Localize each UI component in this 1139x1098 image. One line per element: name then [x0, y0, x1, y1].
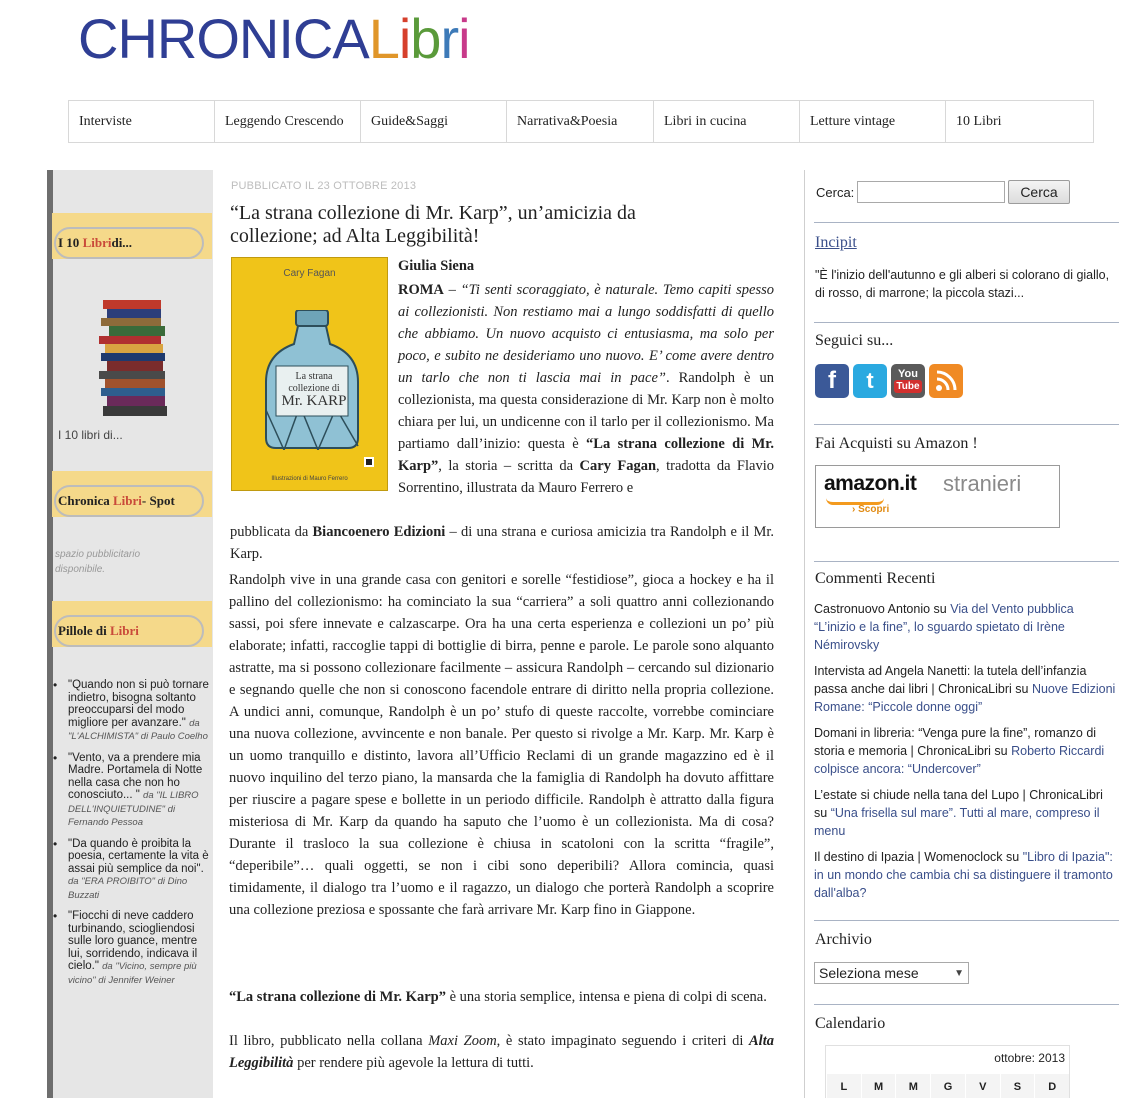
city-label: ROMA [398, 282, 444, 298]
tag-text: I 10 [58, 235, 80, 250]
comment-su: su [1002, 850, 1023, 864]
youtube-text-top: You [898, 368, 918, 380]
alta-leggibilita-bold: Alta Leggibilità [229, 1033, 774, 1071]
amazon-banner[interactable] [815, 465, 1060, 528]
article-paragraph-4 [229, 1030, 774, 1074]
text-span: Il libro, pubblicato nella collana [229, 1033, 429, 1049]
text-span: – di una strana e curiosa amicizia tra Randolph e il Mr. Karp. [230, 524, 774, 562]
nav-interviste[interactable]: Interviste [69, 101, 215, 142]
tag-10-libri [54, 227, 204, 259]
weekday: D [1035, 1074, 1069, 1098]
comment-author[interactable]: Domani in libreria: “Venga pure la fine”, romanzo di storia e memoria | ChronicaLibri [814, 726, 1097, 758]
text-span: , la storia – scritta da [438, 458, 580, 474]
comment-post-link[interactable]: "Libro di Ipazia": in un mondo che cambia chi sa distinguere il tramonto dall'alba? [814, 850, 1113, 900]
comment-author[interactable]: Intervista ad Angela Nanetti: la tutela dell’infanzia passa anche dai libri | ChronicaLibri [814, 664, 1087, 696]
text-span: . Randolph è un collezionista, ma questa considerazione di Mr. Karp non è molto chiara per lui, un undicenne con il tarlo per il collezionismo. Ma partiamo dall’inizio: questa è [398, 370, 775, 452]
text-span: , è stato impaginato seguendo i criteri di [496, 1033, 749, 1049]
cover-illustrator: Illustrazioni di Mauro Ferrero [271, 476, 348, 482]
weekday: M [896, 1074, 930, 1098]
nav-guide-saggi[interactable]: Guide&Saggi [361, 101, 507, 142]
comment-post-link[interactable]: Via del Vento pubblica “L’inizio e la fine”, lo sguardo spietato di Irène Némirovsky [814, 602, 1074, 652]
weekday: L [827, 1074, 861, 1098]
search-label: Cerca: [816, 185, 855, 200]
weekday: V [966, 1074, 1000, 1098]
comment-item [814, 848, 1118, 902]
tag-text: Chronica [58, 493, 110, 508]
rss-icon[interactable] [929, 364, 963, 398]
quotes-list [53, 679, 211, 995]
amazon-stranieri: stranieri [943, 471, 1022, 496]
dash: – [443, 282, 461, 298]
tag-spot [54, 485, 204, 517]
article-title[interactable]: “La strana collezione di Mr. Karp”, un’amicizia da collezione; ad Alta Leggibilità! [230, 202, 636, 247]
divider [814, 1004, 1119, 1005]
archive-title: Archivio [815, 931, 872, 948]
amazon-logo: amazon.it [824, 472, 917, 495]
comment-su: su [1011, 682, 1032, 696]
quote-text: "Da quando è proibita la poesia, certamente la vita è assai più semplice da noi". [68, 837, 209, 875]
cover-author: Cary Fagan [283, 268, 336, 279]
calendar-weekdays [826, 1074, 1069, 1098]
comment-author: Castronuovo Antonio [814, 602, 931, 616]
quote-cite: da "Vicino, sempre più vicino" di Jennifer Weiner [68, 961, 197, 986]
comment-post-link[interactable]: Nuove Edizioni Romane: “Piccole donne oggi” [814, 682, 1116, 714]
series-italic: Maxi Zoom [428, 1033, 497, 1049]
comment-su: su [990, 744, 1012, 758]
text-span: per rendere più agevole la lettura di tutti. [293, 1055, 534, 1071]
quote-item [53, 910, 211, 987]
books-caption[interactable]: I 10 libri di... [58, 428, 123, 442]
ad-space-note: spazio pubblicitario disponibile. [55, 549, 141, 575]
divider [814, 920, 1119, 921]
tag-text-red: Libri [110, 623, 139, 638]
tag-text: - Spot [141, 493, 175, 508]
incipit-title-link[interactable]: Incipit [815, 234, 857, 251]
cover-title-small: La strana collezione di [288, 371, 340, 394]
calendar-widget [825, 1045, 1070, 1098]
comments-title: Commenti Recenti [815, 570, 936, 587]
publisher-logo-icon [364, 457, 374, 467]
quote-text: "Fiocchi di neve caddero turbinando, sciogliendosi sulle loro guance, mentre lui, sorridendo, indicava il cielo." [68, 910, 198, 972]
opening-quote: “Ti senti scoraggiato, è naturale. Temo capiti spesso ai collezionisti. Non restiamo mai a lungo soddisfatti di quello che abbiamo. Un nuovo acquisto ci entusiasma, ma solo per poco, e subito ne desideriamo uno nuovo. E’ come avere dentro un tarlo che non ti lascia mai in pace” [398, 282, 775, 386]
nav-narrativa-poesia[interactable]: Narrativa&Poesia [507, 101, 654, 142]
article-author: Giulia Siena [398, 258, 475, 274]
calendar-title: Calendario [815, 1015, 886, 1032]
nav-leggendo-crescendo[interactable]: Leggendo Crescendo [215, 101, 361, 142]
search-input[interactable] [857, 181, 1005, 203]
comment-item [814, 724, 1118, 778]
incipit-excerpt[interactable]: "È l'inizio dell'autunno e gli alberi si colorano di giallo, di rosso, di marrone; la piccola stazi... [815, 268, 1110, 300]
nav-letture-vintage[interactable]: Letture vintage [800, 101, 946, 142]
tag-text: Pillole di [58, 623, 107, 638]
article-paragraph-1-cont [230, 521, 774, 565]
comment-post-link[interactable]: Roberto Riccardi colpisce ancora: “Undercover” [814, 744, 1105, 776]
tag-pillole [54, 615, 204, 647]
tag-text-red: Libri [113, 493, 142, 508]
nav-10-libri[interactable]: 10 Libri [956, 113, 1002, 129]
comment-item [814, 662, 1118, 716]
book-title-bold: “La strana collezione di Mr. Karp” [398, 436, 774, 474]
divider [814, 222, 1119, 223]
twitter-icon[interactable] [853, 364, 887, 398]
comment-su: su [814, 806, 831, 820]
comment-su: su [930, 602, 951, 616]
archive-select-value: Seleziona mese [819, 965, 919, 981]
weekday: G [931, 1074, 965, 1098]
comment-item [814, 786, 1118, 840]
divider [814, 424, 1119, 425]
book-stack-image[interactable] [97, 296, 175, 420]
nav-libri-in-cucina[interactable]: Libri in cucina [654, 101, 800, 142]
search-button[interactable]: Cerca [1008, 180, 1070, 204]
twitter-glyph: t [866, 368, 874, 393]
youtube-text-bottom: Tube [896, 381, 920, 392]
right-sidebar-divider [804, 170, 805, 1098]
main-nav [68, 100, 1094, 143]
site-logo[interactable] [78, 6, 470, 86]
divider [814, 322, 1119, 323]
weekday: M [862, 1074, 896, 1098]
article-paragraph-1 [398, 279, 774, 499]
divider [814, 561, 1119, 562]
publisher-bold: Biancoenero Edizioni [312, 524, 446, 540]
quote-item [53, 752, 211, 830]
quote-text: "Quando non si può tornare indietro, bisogna soltanto preoccuparsi del modo migliore per avanzare." [68, 679, 209, 729]
quote-text: "Vento, va a prendere mia Madre. Portamela di Notte nella casa che non ho conosciuto... " [68, 751, 203, 801]
book-author-bold: Cary Fagan [579, 458, 657, 474]
logo-chronica: CHRONICA [78, 7, 369, 70]
quote-cite: da "ERA PROIBITO" di Dino Buzzati [68, 876, 188, 901]
calendar-caption: ottobre: 2013 [994, 1051, 1065, 1065]
text-span: , tradotta da Flavio Sorrentino, illustrata da Mauro Ferrero e [398, 458, 774, 496]
facebook-icon[interactable]: f [815, 364, 849, 398]
tag-text-red: Libri [82, 235, 112, 250]
quote-item [53, 679, 211, 744]
rss-glyph [935, 370, 957, 392]
weekday: S [1001, 1074, 1035, 1098]
article-paragraph-3 [229, 986, 774, 1008]
youtube-icon[interactable] [891, 364, 925, 398]
social-icons [815, 364, 963, 398]
logo-libri: Libri [368, 7, 470, 70]
comment-post-link[interactable]: “Una frisella sul mare”. Tutti al mare, compreso il menu [814, 806, 1100, 838]
text-span: pubblicata da [230, 524, 313, 540]
comment-item [814, 600, 1118, 654]
quote-cite: da "L'ALCHIMISTA" di Paulo Coelho [68, 717, 208, 742]
cover-title-big: Mr. KARP [281, 393, 347, 409]
quote-item [53, 838, 211, 903]
recent-comments-list [814, 600, 1118, 910]
cover-title [274, 371, 354, 409]
quote-cite: da "IL LIBRO DELL'INQUIETUDINE" di Fernando Pessoa [68, 790, 199, 828]
comment-author[interactable]: Il destino di Ipazia | Womenoclock [814, 850, 1003, 864]
amazon-title: Fai Acquisti su Amazon ! [815, 435, 978, 452]
archive-month-select[interactable] [814, 962, 969, 984]
amazon-scopri-link[interactable]: › Scopri [852, 504, 890, 515]
text-span: è una storia semplice, intensa e piena di colpi di scena. [445, 989, 767, 1005]
comment-author[interactable]: L’estate si chiude nella tana del Lupo | ChronicaLibri [814, 788, 1103, 802]
book-title-bold: “La strana collezione di Mr. Karp” [229, 989, 446, 1005]
post-date: PUBBLICATO IL 23 OTTOBRE 2013 [231, 180, 417, 192]
article-paragraph-2: Randolph vive in una grande casa con genitori e sorelle “festidiose”, gioca a hockey e ha il pallino del collezionismo: ha cominciato la sua “carriera” a soli quattro anni collezionando sassi, poi sfere innevate e calzascarpe. Ora ha una certa esperienza e collezioni un po’ più elaborate; infatti, raccoglie tappi di bottiglie di birra, penne e parole. Le parole sono alquanto astratte, ma si possono collezionare facilmente – assicura Randolph – cercando sul dizionario e segnando quelle che non si conoscono facendole entrare di diritto nella propria collezione. A undici anni, comunque, Randolph è un po’ stufo di queste raccolte, vorrebbe cominciare una nuova collezione, avvincente e non banale. Per questo si rivolge a Mr. Karp. Mr. Karp è un uomo tranquillo e distinto, lavora all’Ufficio Reclami di un grande magazzino ed è il nuovo inquilino del terzo piano, la mansarda che la famiglia di Randolph ha dovuto affittare per riuscire a pagare spese e bollette in un periodo difficile. Randolph è attratto dalla figura misteriosa di Mr. Karp da quando ha saputo che l’uomo è un collezionista. Ma di cosa? Durante il trasloco la sua collezione è chiusa in scatoloni con la scritta “fragile”, “deperibile”… quali oggetti, se non i cibi sono deperibili? Allora comincia, quasi timidamente, il dialogo tra l’uomo e il ragazzo, un dialogo che porterà Randolph a scoprire una collezione preziosa e spossante che farà arrivare Mr. Karp fino in Giappone. [229, 572, 774, 918]
tag-text: di... [111, 235, 133, 250]
chevron-down-icon: ▼ [954, 967, 964, 979]
follow-title: Seguici su... [815, 332, 894, 349]
book-cover-image[interactable] [231, 257, 388, 491]
